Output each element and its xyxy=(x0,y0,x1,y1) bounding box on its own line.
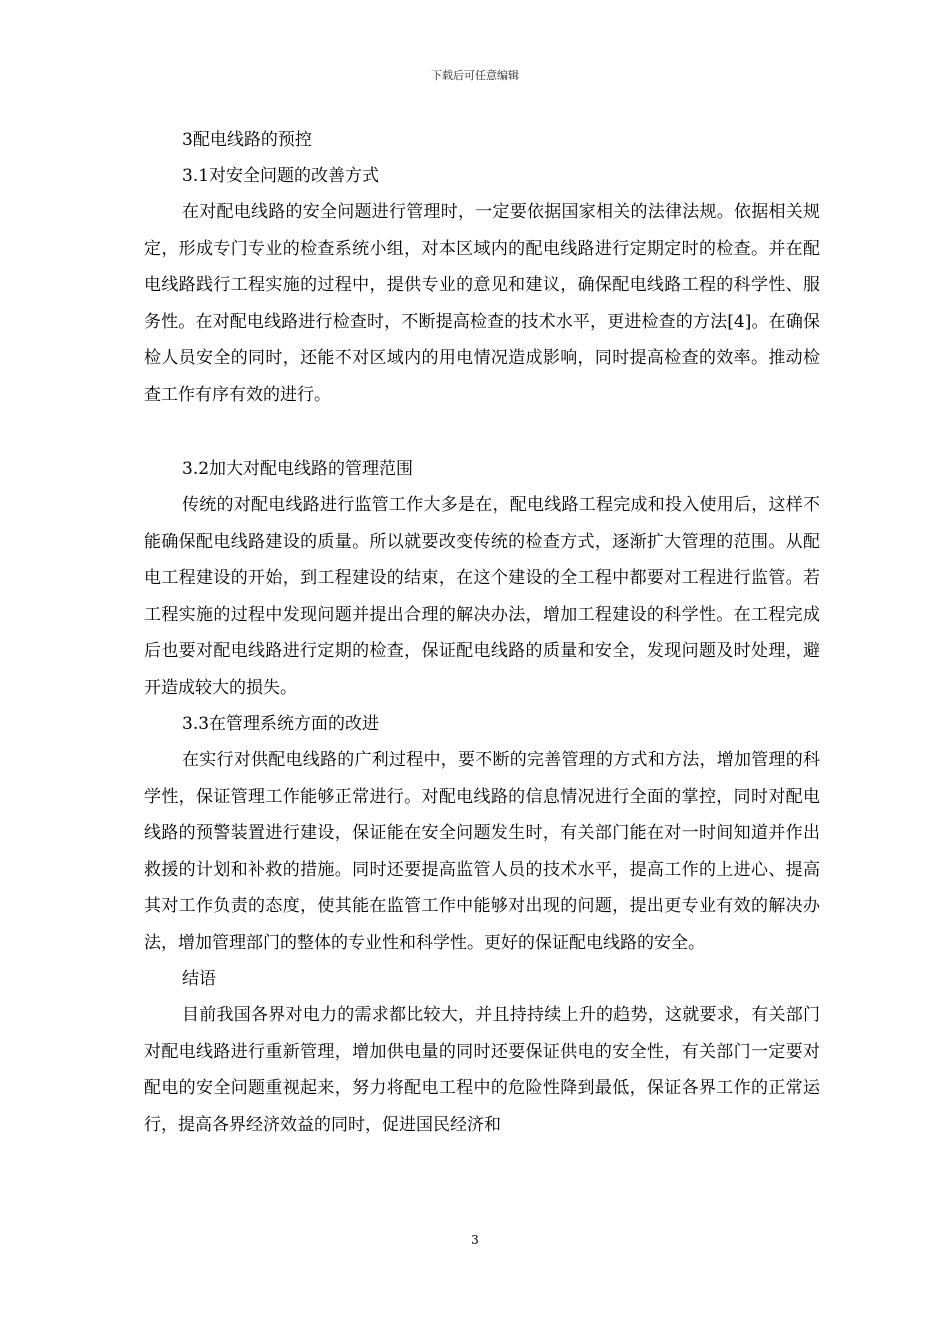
blank-line xyxy=(144,413,820,451)
section-heading-3-3: 3.3在管理系统方面的改进 xyxy=(182,714,380,734)
paragraph-3-1: 在对配电线路的安全问题进行管理时，一定要依据国家相关的法律法规。依据相关规定，形成专门专业的检查系统小组，对本区域内的配电线路进行定期定时的检查。并在配电线路践行工程实施的过程中，提供专业的意见和建议，确保配电线路工程的科学性、服务性。在对配电线路进行检查时，不断提高检查的技术水平，更进检查的方法[4]。在确保检人员安全的同时，还能不对区域内的用电情况造成影响，同时提高检查的效率。推动检查工作有序有效的进行。 xyxy=(144,202,820,405)
paragraph-3-2: 传统的对配电线路进行监管工作大多是在，配电线路工程完成和投入使用后，这样不能确保配电线路建设的质量。所以就要改变传统的检查方式，逐渐扩大管理的范围。从配电工程建设的开始，到工程建设的结束，在这个建设的全工程中都要对工程进行监管。若工程实施的过程中发现问题并提出合理的解决办法，增加工程建设的科学性。在工程完成后也要对配电线路进行定期的检查，保证配电线路的质量和安全，发现问题及时处理，避开造成较大的损失。 xyxy=(144,495,820,698)
section-heading-conclusion: 结语 xyxy=(182,969,216,989)
page-header: 下载后可任意编辑 xyxy=(431,69,519,82)
document-body xyxy=(144,122,820,1143)
section-heading-3: 3配电线路的预控 xyxy=(182,130,312,150)
paragraph-3-3: 在实行对供配电线路的广利过程中，要不断的完善管理的方式和方法，增加管理的科学性，保证管理工作能够正常进行。对配电线路的信息情况进行全面的掌控，同时对配电线路的预警装置进行建设，保证能在安全问题发生时，有关部门能在对一时间知道并作出救援的计划和补救的措施。同时还要提高监管人员的技术水平，提高工作的上进心、提高其对工作负责的态度，使其能在监管工作中能够对出现的问题，提出更专业有效的解决办法，增加管理部门的整体的专业性和科学性。更好的保证配电线路的安全。 xyxy=(144,750,820,953)
paragraph-conclusion: 目前我国各界对电力的需求都比较大，并且持持续上升的趋势，这就要求，有关部门对配电线路进行重新管理，增加供电量的同时还要保证供电的安全性，有关部门一定要对配电的安全问题重视起来，努力将配电工程中的危险性降到最低，保证各界工作的正常运行，提高各界经济效益的同时，促进国民经济和 xyxy=(144,1005,820,1135)
page-number: 3 xyxy=(471,1233,479,1247)
section-heading-3-2: 3.2加大对配电线路的管理范围 xyxy=(182,459,414,479)
section-heading-3-1: 3.1对安全问题的改善方式 xyxy=(182,166,380,186)
